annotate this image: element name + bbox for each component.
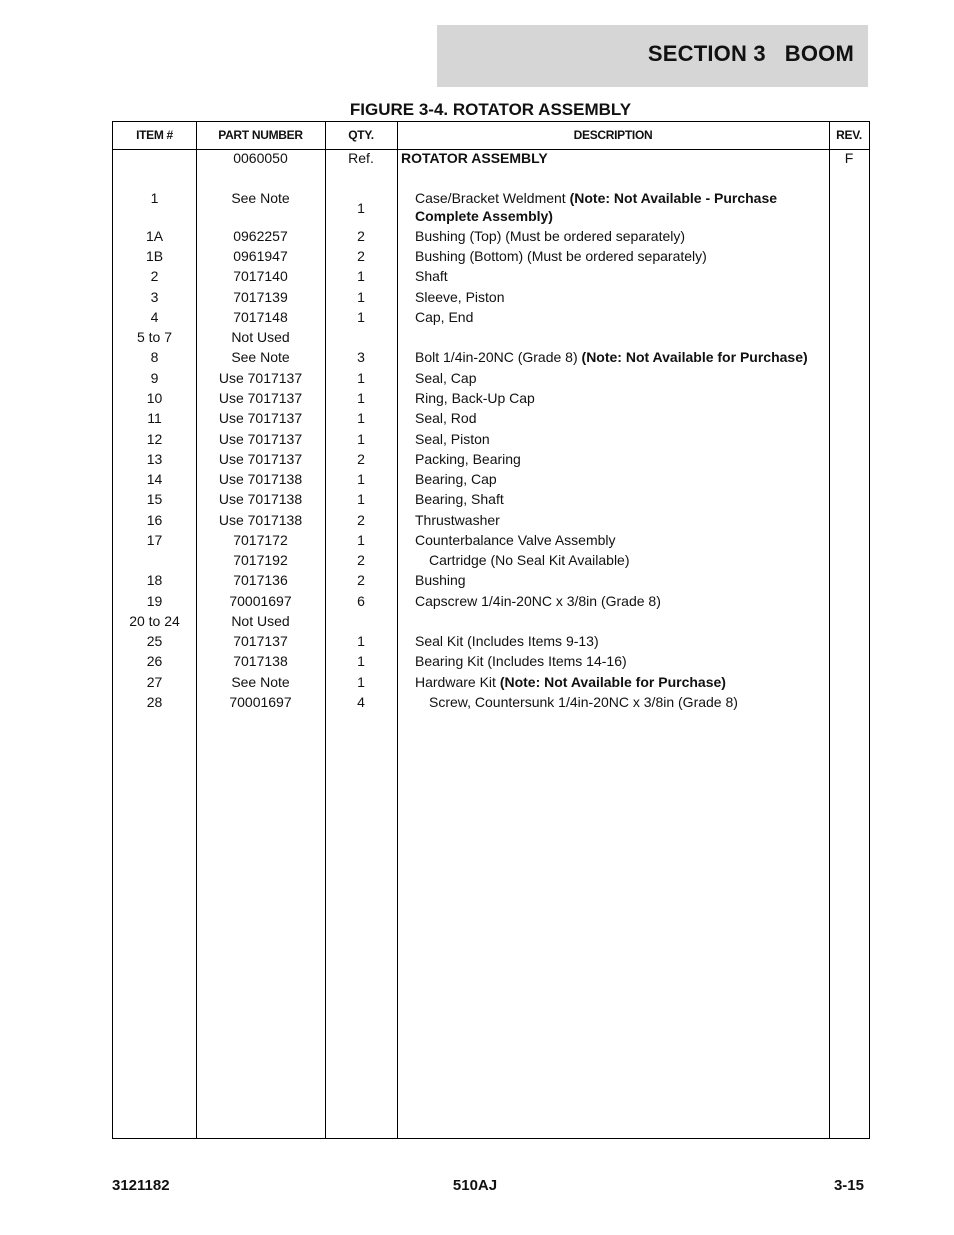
description-cell bbox=[401, 267, 843, 285]
description-text: Bearing, Cap bbox=[415, 471, 497, 487]
item-cell: 25 bbox=[146, 633, 163, 649]
description-text: Sleeve, Piston bbox=[415, 289, 505, 305]
description-text: Screw, Countersunk 1/4in-20NC x 3/8in (Grade 8) bbox=[429, 694, 738, 710]
description-cell bbox=[401, 409, 843, 427]
description-text: Hardware Kit bbox=[415, 674, 500, 690]
description-text: Bearing, Shaft bbox=[415, 491, 504, 507]
part-number-cell: 7017138 bbox=[233, 653, 288, 669]
item-cell: 5 to 7 bbox=[136, 329, 173, 345]
item-cell: 1 bbox=[150, 190, 159, 206]
qty-cell: 1 bbox=[357, 309, 365, 325]
description-text: Shaft bbox=[415, 268, 448, 284]
description-cell bbox=[401, 288, 843, 306]
qty-cell: 2 bbox=[357, 572, 365, 588]
description-text: Bushing bbox=[415, 572, 466, 588]
qty-cell: 2 bbox=[357, 228, 365, 244]
qty-cell: 1 bbox=[357, 491, 365, 507]
section-header bbox=[437, 25, 868, 87]
item-cell: 11 bbox=[147, 410, 162, 426]
description-cell bbox=[401, 308, 843, 326]
item-cell: 4 bbox=[150, 309, 159, 325]
part-number-cell: Not Used bbox=[231, 613, 290, 629]
description-text: Seal, Rod bbox=[415, 410, 477, 426]
item-cell: 18 bbox=[146, 572, 163, 588]
description-text: Case/Bracket Weldment bbox=[415, 190, 570, 206]
description-cell bbox=[401, 693, 857, 711]
header-qty: QTY. bbox=[348, 128, 374, 142]
part-number-cell: Use 7017137 bbox=[218, 410, 303, 426]
description-text: Cap, End bbox=[415, 309, 474, 325]
item-cell: 1B bbox=[145, 248, 164, 264]
qty-cell: 1 bbox=[357, 200, 365, 216]
description-text: Counterbalance Valve Assembly bbox=[415, 532, 616, 548]
part-number-cell: 7017140 bbox=[233, 268, 288, 284]
item-cell: 20 to 24 bbox=[129, 613, 180, 629]
part-number-cell: 7017137 bbox=[233, 633, 288, 649]
part-number-cell: 7017172 bbox=[233, 532, 288, 548]
qty-cell: 4 bbox=[357, 694, 365, 710]
description-note: ROTATOR ASSEMBLY bbox=[401, 150, 548, 166]
description-cell bbox=[401, 189, 843, 225]
item-cell: 3 bbox=[150, 289, 159, 305]
description-cell bbox=[401, 673, 843, 691]
item-cell: 8 bbox=[150, 349, 159, 365]
qty-cell: 1 bbox=[357, 653, 365, 669]
description-cell bbox=[401, 511, 843, 529]
footer-page-number: 3-15 bbox=[833, 1177, 864, 1194]
item-cell: 2 bbox=[150, 268, 159, 284]
part-number-cell: 7017136 bbox=[233, 572, 288, 588]
part-number-cell: Not Used bbox=[231, 329, 290, 345]
qty-cell: 1 bbox=[357, 431, 365, 447]
part-number-cell: Use 7017137 bbox=[218, 451, 303, 467]
item-cell: 26 bbox=[146, 653, 163, 669]
part-number-cell: Use 7017138 bbox=[218, 512, 303, 528]
description-note: (Note: Not Available for Purchase) bbox=[499, 674, 726, 690]
qty-cell: 1 bbox=[357, 289, 365, 305]
description-cell bbox=[401, 369, 843, 387]
item-cell: 12 bbox=[146, 431, 163, 447]
qty-cell: 6 bbox=[357, 593, 365, 609]
header-description: DESCRIPTION bbox=[573, 128, 653, 142]
description-cell bbox=[401, 551, 857, 569]
part-number-cell: See Note bbox=[231, 349, 290, 365]
section-title: SECTION 3 BOOM bbox=[647, 41, 854, 66]
qty-cell: 3 bbox=[357, 349, 365, 365]
item-cell: 16 bbox=[146, 512, 163, 528]
part-number-cell: 70001697 bbox=[229, 593, 292, 609]
description-text: Bushing (Bottom) (Must be ordered separately) bbox=[415, 248, 707, 264]
description-cell bbox=[401, 227, 843, 245]
item-cell: 13 bbox=[146, 451, 163, 467]
figure-title: FIGURE 3-4. ROTATOR ASSEMBLY bbox=[349, 100, 632, 119]
qty-cell: 2 bbox=[357, 248, 365, 264]
description-note: (Note: Not Available for Purchase) bbox=[581, 349, 808, 365]
description-text: Ring, Back-Up Cap bbox=[415, 390, 535, 406]
part-number-cell: 7017148 bbox=[233, 309, 288, 325]
part-number-cell: Use 7017138 bbox=[218, 471, 303, 487]
description-text: Seal, Cap bbox=[415, 370, 477, 386]
part-number-cell: 7017139 bbox=[233, 289, 288, 305]
header-part-number: PART NUMBER bbox=[218, 128, 303, 142]
description-cell bbox=[401, 430, 843, 448]
description-cell bbox=[401, 571, 843, 589]
footer-model: 510AJ bbox=[452, 1177, 498, 1194]
qty-cell: 1 bbox=[357, 532, 365, 548]
description-note: (Note: Not Available - Purchase bbox=[569, 190, 778, 206]
rev-cell: F bbox=[844, 150, 854, 166]
description-text: Bearing Kit (Includes Items 14-16) bbox=[415, 653, 627, 669]
description-text: Packing, Bearing bbox=[415, 451, 521, 467]
description-cell bbox=[401, 592, 843, 610]
description-cell bbox=[401, 348, 843, 366]
part-number-cell: Use 7017138 bbox=[218, 491, 303, 507]
item-cell: 17 bbox=[146, 532, 163, 548]
item-cell: 9 bbox=[150, 370, 159, 386]
part-number-cell: 0962257 bbox=[233, 228, 288, 244]
description-cell bbox=[401, 470, 843, 488]
description-text: Cartridge (No Seal Kit Available) bbox=[429, 552, 630, 568]
part-number-cell: 0961947 bbox=[233, 248, 288, 264]
qty-cell: 1 bbox=[357, 370, 365, 386]
description-cell bbox=[401, 149, 829, 167]
item-cell: 10 bbox=[146, 390, 163, 406]
description-cell bbox=[401, 490, 843, 508]
description-text: Seal Kit (Includes Items 9-13) bbox=[415, 633, 599, 649]
footer-doc-number: 3121182 bbox=[112, 1177, 170, 1194]
description-text: Bushing (Top) (Must be ordered separately) bbox=[415, 228, 686, 244]
description-cell bbox=[401, 531, 843, 549]
description-cell bbox=[401, 632, 843, 650]
qty-cell: 2 bbox=[357, 552, 365, 568]
description-cell bbox=[401, 247, 843, 265]
parts-table bbox=[112, 121, 870, 1139]
item-cell: 14 bbox=[146, 471, 163, 487]
qty-cell: 1 bbox=[357, 268, 365, 284]
item-cell: 27 bbox=[146, 674, 163, 690]
part-number-cell: Use 7017137 bbox=[218, 431, 303, 447]
description-cell bbox=[401, 389, 843, 407]
qty-cell: 2 bbox=[357, 451, 365, 467]
item-cell: 15 bbox=[146, 491, 163, 507]
header-item: ITEM # bbox=[136, 128, 173, 142]
part-number-cell: Use 7017137 bbox=[218, 390, 303, 406]
qty-cell: 2 bbox=[357, 512, 365, 528]
part-number-cell: 0060050 bbox=[233, 150, 288, 166]
part-number-cell: Use 7017137 bbox=[218, 370, 303, 386]
qty-cell: 1 bbox=[357, 633, 365, 649]
description-text: Capscrew 1/4in-20NC x 3/8in (Grade 8) bbox=[415, 593, 661, 609]
description-text: Thrustwasher bbox=[415, 512, 500, 528]
qty-cell: Ref. bbox=[348, 150, 374, 166]
qty-cell: 1 bbox=[357, 390, 365, 406]
part-number-cell: See Note bbox=[231, 674, 290, 690]
qty-cell: 1 bbox=[357, 674, 365, 690]
description-note-continued: Complete Assembly) bbox=[415, 208, 553, 224]
description-text: Seal, Piston bbox=[415, 431, 490, 447]
item-cell: 28 bbox=[146, 694, 163, 710]
item-cell: 1A bbox=[145, 228, 164, 244]
item-cell: 19 bbox=[146, 593, 163, 609]
qty-cell: 1 bbox=[357, 410, 365, 426]
header-rev: REV. bbox=[836, 128, 862, 142]
part-number-cell: 7017192 bbox=[233, 552, 288, 568]
part-number-cell: See Note bbox=[231, 190, 290, 206]
part-number-cell: 70001697 bbox=[229, 694, 292, 710]
column-divider bbox=[397, 122, 398, 1138]
description-cell bbox=[401, 652, 843, 670]
description-text: Bolt 1/4in-20NC (Grade 8) bbox=[415, 349, 582, 365]
description-cell bbox=[401, 450, 843, 468]
qty-cell: 1 bbox=[357, 471, 365, 487]
